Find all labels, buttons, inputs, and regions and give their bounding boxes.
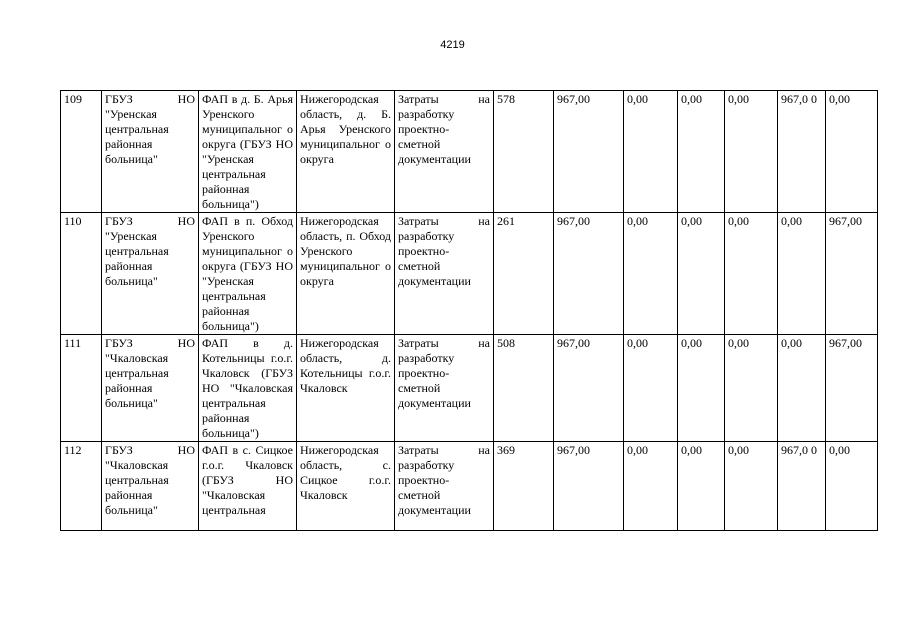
total-cell: 967,00 (554, 91, 624, 213)
row-number: 112 (61, 442, 102, 531)
value-cell: 0,00 (725, 335, 778, 442)
table-row (61, 91, 878, 213)
location-cell: Нижегородская область, п. Обход Уренского муниципальног о округа (297, 213, 395, 335)
total-cell: 967,00 (554, 213, 624, 335)
object-cell: ФАП в с. Сицкое г.о.г. Чкаловск (ГБУЗ НО "Чкаловская центральная (199, 442, 297, 531)
value-cell: 0,00 (725, 91, 778, 213)
cost-type-cell: Затраты на разработку проектно-сметной документации (395, 91, 494, 213)
data-table (60, 90, 878, 531)
page-number: 4219 (440, 39, 465, 51)
value-cell: 0,00 (624, 442, 678, 531)
value-cell: 0,00 (725, 442, 778, 531)
value-cell: 0,00 (778, 335, 826, 442)
row-number: 109 (61, 91, 102, 213)
value-cell: 0,00 (778, 213, 826, 335)
value-cell: 0,00 (624, 91, 678, 213)
object-cell: ФАП в д. Б. Арья Уренского муниципальног о округа (ГБУЗ НО "Уренская центральная районная больница") (199, 91, 297, 213)
value-cell: 0,00 (678, 213, 725, 335)
value-cell: 0,00 (624, 335, 678, 442)
table-row (61, 442, 878, 531)
value-cell: 0,00 (678, 335, 725, 442)
total-cell: 967,00 (554, 335, 624, 442)
value-cell: 967,0 0 (778, 442, 826, 531)
row-number: 110 (61, 213, 102, 335)
organization-cell: ГБУЗ НО "Уренская центральная районная больница" (102, 213, 199, 335)
object-cell: ФАП в д. Котельницы г.о.г. Чкаловск (ГБУЗ НО "Чкаловская центральная районная больница") (199, 335, 297, 442)
location-cell: Нижегородская область, с. Сицкое г.о.г. Чкаловск (297, 442, 395, 531)
organization-cell: ГБУЗ НО "Чкаловская центральная районная больница" (102, 335, 199, 442)
value-cell: 0,00 (826, 442, 878, 531)
table-row (61, 213, 878, 335)
row-number: 111 (61, 335, 102, 442)
object-cell: ФАП в п. Обход Уренского муниципальног о округа (ГБУЗ НО "Уренская центральная районная больница") (199, 213, 297, 335)
value-cell: 967,00 (826, 335, 878, 442)
cost-type-cell: Затраты на разработку проектно-сметной документации (395, 335, 494, 442)
code-cell: 369 (494, 442, 554, 531)
value-cell: 0,00 (678, 91, 725, 213)
table-row (61, 335, 878, 442)
value-cell: 0,00 (725, 213, 778, 335)
code-cell: 508 (494, 335, 554, 442)
value-cell: 0,00 (678, 442, 725, 531)
value-cell: 967,00 (826, 213, 878, 335)
total-cell: 967,00 (554, 442, 624, 531)
value-cell: 0,00 (826, 91, 878, 213)
cost-type-cell: Затраты на разработку проектно-сметной документации (395, 213, 494, 335)
value-cell: 0,00 (624, 213, 678, 335)
organization-cell: ГБУЗ НО "Уренская центральная районная больница" (102, 91, 199, 213)
location-cell: Нижегородская область, д. Б. Арья Уренского муниципальног о округа (297, 91, 395, 213)
code-cell: 578 (494, 91, 554, 213)
location-cell: Нижегородская область, д. Котельницы г.о.г. Чкаловск (297, 335, 395, 442)
organization-cell: ГБУЗ НО "Чкаловская центральная районная больница" (102, 442, 199, 531)
cost-type-cell: Затраты на разработку проектно-сметной документации (395, 442, 494, 531)
value-cell: 967,0 0 (778, 91, 826, 213)
code-cell: 261 (494, 213, 554, 335)
